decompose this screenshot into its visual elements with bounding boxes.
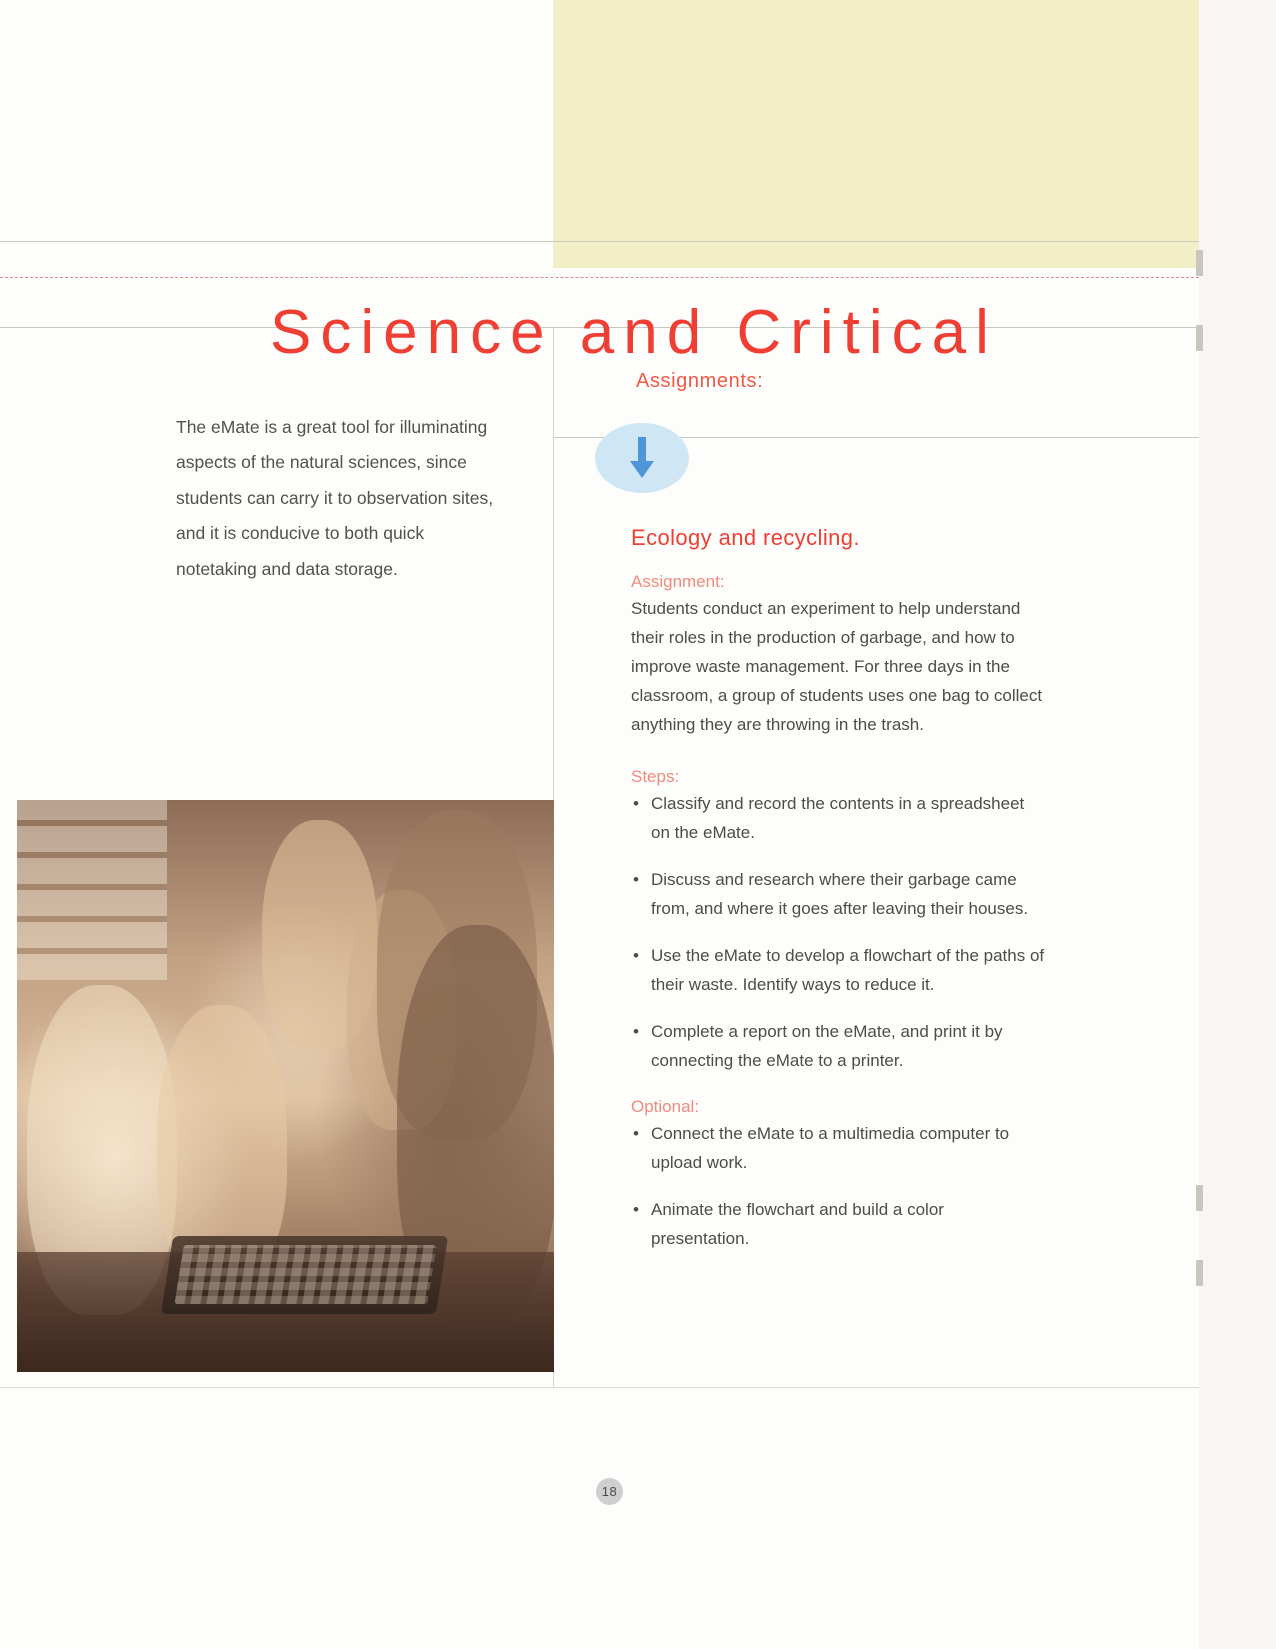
list-item: • Discuss and research where their garbage came from, and where it goes after leaving their houses. — [631, 865, 1045, 923]
right-column — [631, 370, 1051, 393]
edge-mark-top — [1196, 250, 1203, 276]
dashed-rule — [0, 277, 1199, 278]
list-item: • Classify and record the contents in a spreadsheet on the eMate. — [631, 789, 1045, 847]
photo-emate-device — [161, 1236, 448, 1314]
assignment-text: Students conduct an experiment to help understand their roles in the production of garbage, and how to improve waste management. For three days in the classroom, a group of students uses one bag to collect anything they are throwing in the trash. — [631, 599, 1043, 734]
steps-label: Steps: — [631, 767, 680, 786]
photo-keyboard — [174, 1245, 436, 1304]
steps-block — [631, 767, 1045, 1075]
list-item: • Use the eMate to develop a flowchart of the paths of their waste. Identify ways to reduce it. — [631, 941, 1045, 999]
optional-block — [631, 1097, 1045, 1253]
optional-list — [631, 1119, 1045, 1253]
photo-window-blinds — [17, 800, 167, 980]
page-edge-strip — [1199, 0, 1276, 1649]
assignment-block — [631, 572, 1045, 1275]
steps-list — [631, 789, 1045, 1075]
optional-label: Optional: — [631, 1097, 700, 1116]
edge-mark-third — [1196, 1185, 1203, 1211]
list-item: • Animate the flowchart and build a color presentation. — [631, 1195, 1045, 1253]
page-title: Science and Critical — [270, 297, 998, 367]
rule-bottom — [0, 1387, 1199, 1388]
cream-color-block — [553, 0, 1199, 268]
assignment-label: Assignment: — [631, 572, 725, 591]
assignments-heading: Assignments: — [636, 370, 764, 392]
intro-paragraph: The eMate is a great tool for illuminating aspects of the natural sciences, since students can carry it to observation sites, and it is conducive to both quick notetaking and data storage. — [176, 416, 494, 579]
classroom-photo — [17, 800, 554, 1372]
down-arrow-icon — [595, 423, 689, 493]
page-number: 18 — [596, 1478, 623, 1505]
edge-mark-bottom — [1196, 1260, 1203, 1286]
section-title: Ecology and recycling. — [631, 525, 860, 550]
list-item: • Connect the eMate to a multimedia computer to upload work. — [631, 1119, 1045, 1177]
list-item: • Complete a report on the eMate, and print it by connecting the eMate to a printer. — [631, 1017, 1045, 1075]
rule-top — [0, 241, 1199, 242]
